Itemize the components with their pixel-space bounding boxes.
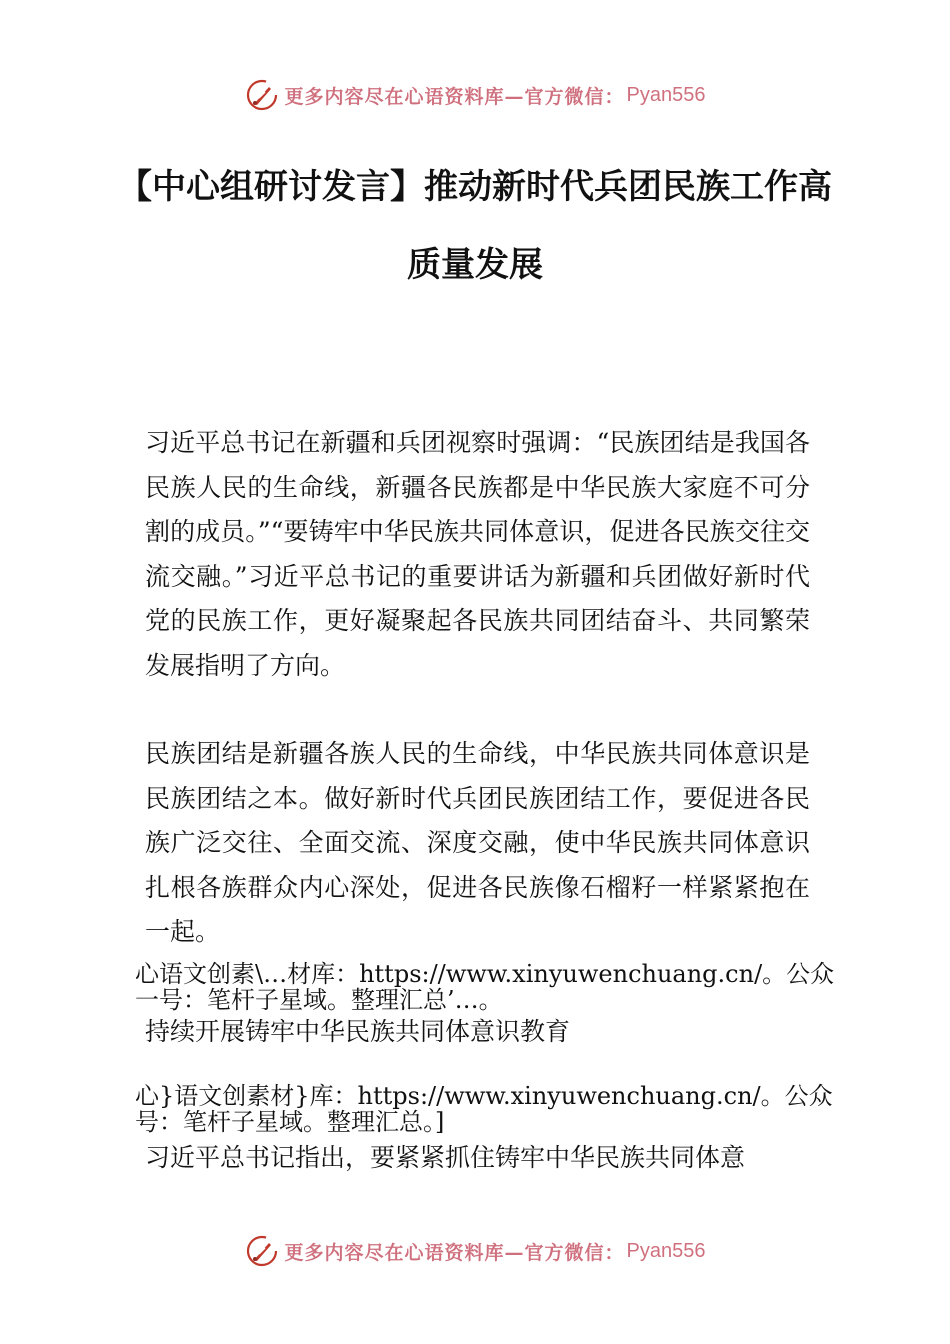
source-note-1: 心语文创素\…材库：https://www.xinyuwenchuang.cn/。公众一号：笔杆子星域。整理汇总’…。	[135, 960, 835, 1014]
feather-pen-logo-icon	[245, 78, 279, 112]
paragraph-2: 民族团结是新疆各族人民的生命线，中华民族共同体意识是民族团结之本。做好新时代兵团民族团结工作，要促进各民族广泛交往、全面交流、深度交融，使中华民族共同体意识扎根各族群众内心深处，促进各民族像石榴籽一样紧紧抱在一起。	[145, 739, 810, 946]
wechat-id: Pyan556	[626, 1239, 706, 1262]
paragraph-3-start: 习近平总书记指出，要紧紧抓住铸牢中华民族共同体意	[145, 1143, 746, 1172]
feather-pen-logo-icon	[245, 1234, 279, 1268]
banner-text: 更多内容尽在心语资料库—官方微信：	[284, 85, 625, 108]
wechat-id: Pyan556	[626, 83, 706, 106]
section-heading: 持续开展铸牢中华民族共同体意识教育	[145, 1017, 571, 1046]
source-note-2: 心}语文创素材}库：https://www.xinyuwenchuang.cn/。公众号：笔杆子星域。整理汇总。]	[135, 1082, 833, 1136]
document-title: 【中心组研讨发言】推动新时代兵团民族工作高质量发展	[118, 167, 832, 285]
footer-banner	[0, 1231, 950, 1271]
banner-text: 更多内容尽在心语资料库—官方微信：	[284, 1241, 625, 1264]
header-banner	[0, 75, 950, 115]
paragraph-1: 习近平总书记在新疆和兵团视察时强调：“民族团结是我国各民族人民的生命线，新疆各民族都是中华民族大家庭不可分割的成员。”“要铸牢中华民族共同体意识，促进各民族交往交流交融。”习近平总书记的重要讲话为新疆和兵团做好新时代党的民族工作，更好凝聚起各民族共同团结奋斗、共同繁荣发展指明了方向。	[145, 428, 810, 680]
